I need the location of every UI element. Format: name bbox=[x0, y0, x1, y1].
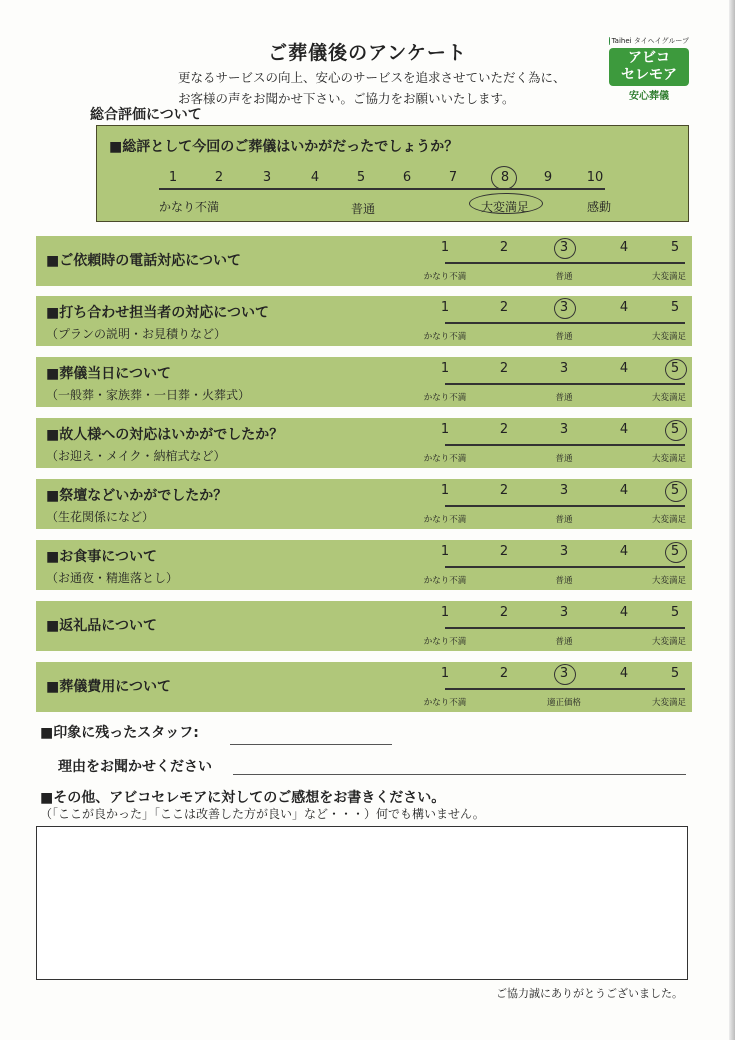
scale-label-low: かなり不満 bbox=[423, 698, 467, 708]
scale-label-low: かなり不満 bbox=[423, 454, 467, 464]
scale-label-high: 大変満足 bbox=[651, 515, 687, 525]
scale-option-1[interactable]: 1 bbox=[440, 300, 450, 315]
question-subtitle: （お通夜・精進落とし） bbox=[46, 571, 179, 585]
logo-line-2: セレモア bbox=[621, 67, 677, 83]
selected-circle bbox=[554, 664, 576, 685]
overall-scale-9[interactable]: 9 bbox=[543, 170, 553, 185]
logo-line-1: アビコ bbox=[628, 50, 670, 66]
scale-label-low: かなり不満 bbox=[423, 637, 467, 647]
scale-label-mid: 普通 bbox=[555, 637, 573, 647]
scale-option-1[interactable]: 1 bbox=[440, 483, 450, 498]
scale-option-5[interactable]: 5 bbox=[670, 361, 680, 376]
scale-label-mid: 普通 bbox=[555, 515, 573, 525]
overall-scale-10[interactable]: 10 bbox=[586, 170, 604, 185]
scale-line bbox=[445, 444, 685, 446]
overall-scale-line bbox=[159, 188, 605, 190]
scale-label-mid: 適正価格 bbox=[546, 698, 582, 708]
scale-label-high: 大変満足 bbox=[651, 272, 687, 282]
scale-option-3[interactable]: 3 bbox=[559, 666, 569, 681]
scale-option-2[interactable]: 2 bbox=[499, 666, 509, 681]
scale-option-5[interactable]: 5 bbox=[670, 605, 680, 620]
scale-option-1[interactable]: 1 bbox=[440, 666, 450, 681]
scale-label-low: かなり不満 bbox=[423, 332, 467, 342]
scale-line bbox=[445, 627, 685, 629]
overall-scale-4[interactable]: 4 bbox=[310, 170, 320, 185]
scale-option-4[interactable]: 4 bbox=[619, 240, 629, 255]
scale-option-4[interactable]: 4 bbox=[619, 605, 629, 620]
scale-option-3[interactable]: 3 bbox=[559, 300, 569, 315]
overall-label-mid: 普通 bbox=[350, 202, 376, 216]
scale-option-5[interactable]: 5 bbox=[670, 483, 680, 498]
question-subtitle: （生花関係になど） bbox=[46, 510, 155, 524]
scale-label-mid: 普通 bbox=[555, 393, 573, 403]
overall-scale-7[interactable]: 7 bbox=[448, 170, 458, 185]
question-title: ■返礼品について bbox=[46, 618, 157, 634]
selected-circle bbox=[665, 481, 687, 502]
overall-label-high-mid: 大変満足 bbox=[480, 200, 530, 214]
scale-option-4[interactable]: 4 bbox=[619, 544, 629, 559]
scale-label-high: 大変満足 bbox=[651, 576, 687, 586]
scale-option-4[interactable]: 4 bbox=[619, 300, 629, 315]
overall-scale-6[interactable]: 6 bbox=[402, 170, 412, 185]
question-subtitle: （一般葬・家族葬・一日葬・火葬式） bbox=[46, 388, 251, 402]
scale-option-3[interactable]: 3 bbox=[559, 544, 569, 559]
question-row-3 bbox=[36, 357, 692, 407]
scale-line bbox=[445, 688, 685, 690]
overall-label-low: かなり不満 bbox=[158, 200, 220, 214]
comments-hint: （「ここが良かった」「ここは改善した方が良い」など・・・）何でも構いません。 bbox=[40, 807, 485, 821]
question-subtitle: （お迎え・メイク・納棺式など） bbox=[46, 449, 226, 463]
scale-label-mid: 普通 bbox=[555, 272, 573, 282]
scale-option-3[interactable]: 3 bbox=[559, 240, 569, 255]
question-row-6 bbox=[36, 540, 692, 590]
overall-question: ■総評として今回のご葬儀はいかがだったでしょうか？ bbox=[109, 139, 459, 155]
scale-option-4[interactable]: 4 bbox=[619, 666, 629, 681]
intro-line-2: お客様の声をお聞かせ下さい。ご協力をお願いいたします。 bbox=[178, 91, 515, 106]
scale-option-2[interactable]: 2 bbox=[499, 544, 509, 559]
scale-label-high: 大変満足 bbox=[651, 637, 687, 647]
logo-badge bbox=[609, 48, 689, 86]
question-row-8 bbox=[36, 662, 692, 712]
scale-option-5[interactable]: 5 bbox=[670, 300, 680, 315]
scale-option-4[interactable]: 4 bbox=[619, 361, 629, 376]
scale-option-5[interactable]: 5 bbox=[670, 422, 680, 437]
page-edge-shadow bbox=[729, 0, 735, 1040]
scale-line bbox=[445, 262, 685, 264]
scale-option-4[interactable]: 4 bbox=[619, 483, 629, 498]
overall-scale-3[interactable]: 3 bbox=[262, 170, 272, 185]
intro-text bbox=[178, 67, 566, 109]
brand-mark bbox=[609, 36, 689, 46]
selected-circle bbox=[554, 238, 576, 259]
scale-option-4[interactable]: 4 bbox=[619, 422, 629, 437]
thanks-text: ご協力誠にありがとうございました。 bbox=[496, 987, 683, 1000]
staff-input-line[interactable] bbox=[230, 744, 392, 745]
overall-panel bbox=[96, 125, 689, 222]
question-title: ■打ち合わせ担当者の対応について bbox=[46, 305, 269, 321]
scale-label-low: かなり不満 bbox=[423, 576, 467, 586]
scale-label-high: 大変満足 bbox=[651, 454, 687, 464]
brand-text: Taihei タイヘイグループ bbox=[611, 37, 689, 45]
scale-label-low: かなり不満 bbox=[423, 272, 467, 282]
question-title: ■故人様への対応はいかがでしたか？ bbox=[46, 427, 284, 443]
scale-label-high: 大変満足 bbox=[651, 698, 687, 708]
scale-line bbox=[445, 322, 685, 324]
brand-dot-icon bbox=[609, 37, 610, 45]
overall-label-high: 感動 bbox=[586, 200, 612, 214]
scale-option-1[interactable]: 1 bbox=[440, 605, 450, 620]
staff-label: ■印象に残ったスタッフ: bbox=[40, 725, 199, 741]
overall-scale-5[interactable]: 5 bbox=[356, 170, 366, 185]
section-title: 総合評価について bbox=[90, 107, 202, 123]
scale-label-mid: 普通 bbox=[555, 576, 573, 586]
question-title: ■葬儀当日について bbox=[46, 366, 171, 382]
question-title: ■お食事について bbox=[46, 549, 157, 565]
scale-option-3[interactable]: 3 bbox=[559, 483, 569, 498]
company-logo bbox=[609, 36, 689, 102]
selected-circle bbox=[665, 542, 687, 563]
reason-label: 理由をお聞かせください bbox=[58, 759, 212, 775]
question-title: ■ご依頼時の電話対応について bbox=[46, 253, 241, 269]
scale-option-1[interactable]: 1 bbox=[440, 361, 450, 376]
selected-circle bbox=[665, 420, 687, 441]
scale-option-2[interactable]: 2 bbox=[499, 361, 509, 376]
question-title: ■祭壇などいかがでしたか？ bbox=[46, 488, 228, 504]
scale-option-1[interactable]: 1 bbox=[440, 544, 450, 559]
overall-selected-circle bbox=[491, 166, 517, 190]
scale-option-2[interactable]: 2 bbox=[499, 483, 509, 498]
comments-label: ■その他、アビコセレモアに対してのご感想をお書きください。 bbox=[40, 790, 446, 806]
scale-option-5[interactable]: 5 bbox=[670, 666, 680, 681]
page-title: ご葬儀後のアンケート bbox=[268, 42, 467, 64]
scale-option-1[interactable]: 1 bbox=[440, 240, 450, 255]
selected-circle bbox=[665, 359, 687, 380]
scale-label-low: かなり不満 bbox=[423, 515, 467, 525]
scale-label-mid: 普通 bbox=[555, 332, 573, 342]
scale-option-2[interactable]: 2 bbox=[499, 300, 509, 315]
scale-line bbox=[445, 505, 685, 507]
logo-tagline: 安心葬儀 bbox=[629, 91, 669, 102]
scale-label-low: かなり不満 bbox=[423, 393, 467, 403]
scale-option-3[interactable]: 3 bbox=[559, 605, 569, 620]
selected-circle bbox=[554, 298, 576, 319]
question-row-5 bbox=[36, 479, 692, 529]
scale-line bbox=[445, 383, 685, 385]
scale-option-5[interactable]: 5 bbox=[670, 544, 680, 559]
scale-option-3[interactable]: 3 bbox=[559, 361, 569, 376]
question-row-4 bbox=[36, 418, 692, 468]
scale-option-3[interactable]: 3 bbox=[559, 422, 569, 437]
scale-option-5[interactable]: 5 bbox=[670, 240, 680, 255]
scale-label-mid: 普通 bbox=[555, 454, 573, 464]
scale-line bbox=[445, 566, 685, 568]
overall-scale-8[interactable]: 8 bbox=[500, 170, 510, 185]
scale-option-2[interactable]: 2 bbox=[499, 605, 509, 620]
question-row-1 bbox=[36, 236, 692, 286]
scale-label-high: 大変満足 bbox=[651, 393, 687, 403]
overall-scale-1[interactable]: 1 bbox=[168, 170, 178, 185]
scale-option-2[interactable]: 2 bbox=[499, 422, 509, 437]
question-row-7 bbox=[36, 601, 692, 651]
scale-option-2[interactable]: 2 bbox=[499, 240, 509, 255]
scale-option-1[interactable]: 1 bbox=[440, 422, 450, 437]
intro-line-1: 更なるサービスの向上、安心のサービスを追求させていただく為に、 bbox=[178, 70, 566, 85]
comments-box[interactable] bbox=[36, 826, 688, 980]
question-title: ■葬儀費用について bbox=[46, 679, 171, 695]
overall-scale-2[interactable]: 2 bbox=[214, 170, 224, 185]
reason-input-line[interactable] bbox=[233, 774, 686, 775]
scale-label-high: 大変満足 bbox=[651, 332, 687, 342]
question-subtitle: （プランの説明・お見積りなど） bbox=[46, 327, 227, 341]
question-row-2 bbox=[36, 296, 692, 346]
